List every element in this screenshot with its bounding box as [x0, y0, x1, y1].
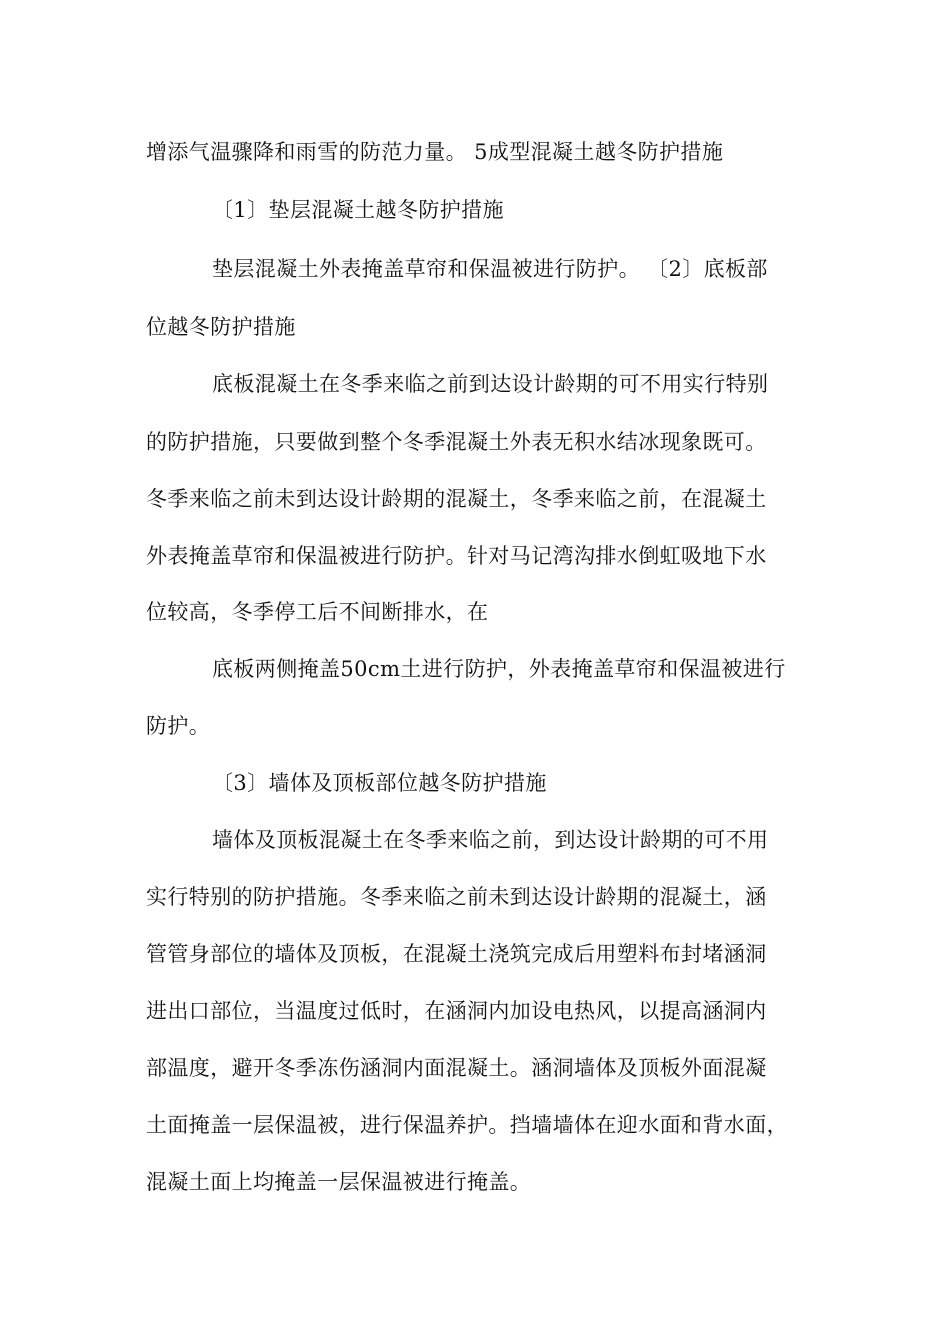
text-line: 冬季来临之前未到达设计龄期的混凝土，冬季来临之前，在混凝土	[146, 487, 767, 511]
text-line: 底板混凝土在冬季来临之前到达设计龄期的可不用实行特别	[212, 372, 769, 396]
text-line: 管管身部位的墙体及顶板，在混凝土浇筑完成后用塑料布封堵涵洞	[146, 942, 767, 966]
text-line: 混凝土面上均掩盖一层保温被进行掩盖。	[146, 1170, 532, 1194]
text-line: 土面掩盖一层保温被，进行保温养护。挡墙墙体在迎水面和背水面，	[146, 1113, 788, 1137]
section-heading: 〔1〕垫层混凝土越冬防护措施	[212, 198, 504, 222]
text-line: 垫层混凝土外表掩盖草帘和保温被进行防护。 〔2〕底板部	[212, 257, 768, 281]
text-line: 底板两侧掩盖50cm土进行防护，外表掩盖草帘和保温被进行	[212, 657, 786, 681]
text-line: 部温度，避开冬季冻伤涵洞内面混凝土。涵洞墙体及顶板外面混凝	[146, 1056, 767, 1080]
section-heading: 〔3〕墙体及顶板部位越冬防护措施	[212, 771, 547, 795]
text-line: 的防护措施，只要做到整个冬季混凝土外表无积水结冰现象既可。	[146, 430, 767, 454]
text-line: 外表掩盖草帘和保温被进行防护。针对马记湾沟排水倒虹吸地下水	[146, 544, 767, 568]
text-line: 位较高，冬季停工后不间断排水，在	[146, 600, 489, 624]
text-line: 增添气温骤降和雨雪的防范力量。 5成型混凝土越冬防护措施	[146, 140, 724, 164]
text-line: 位越冬防护措施	[146, 315, 296, 339]
text-line: 实行特别的防护措施。冬季来临之前未到达设计龄期的混凝土，涵	[146, 885, 767, 909]
text-line: 进出口部位，当温度过低时，在涵洞内加设电热风，以提高涵洞内	[146, 999, 767, 1023]
text-line: 防护。	[146, 714, 211, 738]
text-line: 墙体及顶板混凝土在冬季来临之前，到达设计龄期的可不用	[212, 828, 769, 852]
